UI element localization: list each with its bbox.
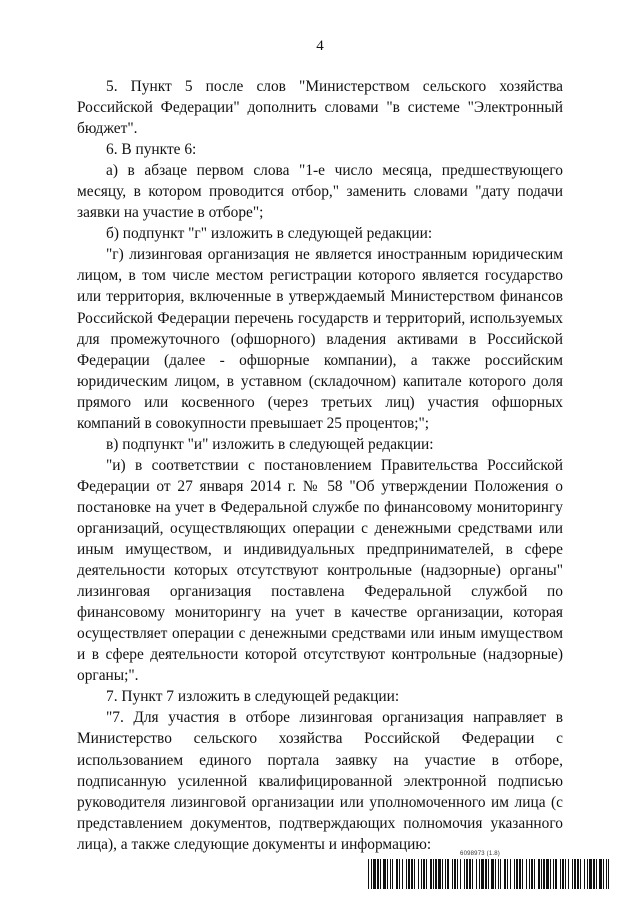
barcode-icon [368, 859, 612, 889]
page-number: 4 [316, 38, 324, 54]
paragraph-item-6: 6. В пункте 6: [106, 141, 197, 159]
paragraph-item-7: 7. Пункт 7 изложить в следующей редакции: [106, 688, 400, 706]
paragraph-subitem-g: "г) лизинговая организация не является иностранным юридическим лицом, в том числе местом регистрации которого является государство или территория, включенные в утверждаемый Министерством финансов Российской Федерации перечень государств и территорий, используемых для промежуточного (офшорного) владения активами в Российской Федерации (далее - офшорные компании), а также российским юридическим лицом, в уставном (складочном) капитале которого доля прямого или косвенного (через третьих лиц) участия офшорных компаний в совокупности превышает 25 процентов;"; [77, 246, 563, 432]
paragraph-item-6b: б) подпункт "г" изложить в следующей редакции: [106, 225, 433, 243]
paragraph-item-7-text: "7. Для участия в отборе лизинговая организация направляет в Министерство сельского хозяйства Российской Федерации с использованием единого портала заявку на участие в отборе, подписанную усиленной квалифицированной электронной подписью руководителя лизинговой организации или уполномоченного им лица (с представлением документов, подтверждающих полномочия указанного лица), а также следующие документы и информацию: [77, 709, 563, 853]
paragraph-item-5: 5. Пункт 5 после слов "Министерством сельского хозяйства Российской Федерации" дополнить словами "в системе "Электронный бюджет". [77, 78, 563, 138]
paragraph-item-6a: а) в абзаце первом слова "1-е число месяца, предшествующего месяцу, в котором проводится отбор," заменить словами "дату подачи заявки на участие в отборе"; [77, 162, 563, 222]
paragraph-subitem-i: "и) в соответствии с постановлением Правительства Российской Федерации от 27 января 2014 г. № 58 "Об утверждении Положения о постановке на учет в Федеральной службе по финансовому мониторингу организаций, осуществляющих операции с денежными средствами или иным имуществом, и индивидуальных предпринимателей, в сфере деятельности которых отсутствуют контрольные (надзорные) органы" лизинговая организация поставлена Федеральной службой по финансовому мониторингу на учет в качестве организации, которая осуществляет операции с денежными средствами или иным имуществом и в сфере деятельности которой отсутствуют контрольные (надзорные) органы;". [77, 456, 563, 685]
paragraph-item-6v: в) подпункт "и" изложить в следующей редакции: [106, 435, 434, 453]
document-code: 6098973 (1.8) [460, 851, 500, 857]
document-body [77, 76, 563, 855]
